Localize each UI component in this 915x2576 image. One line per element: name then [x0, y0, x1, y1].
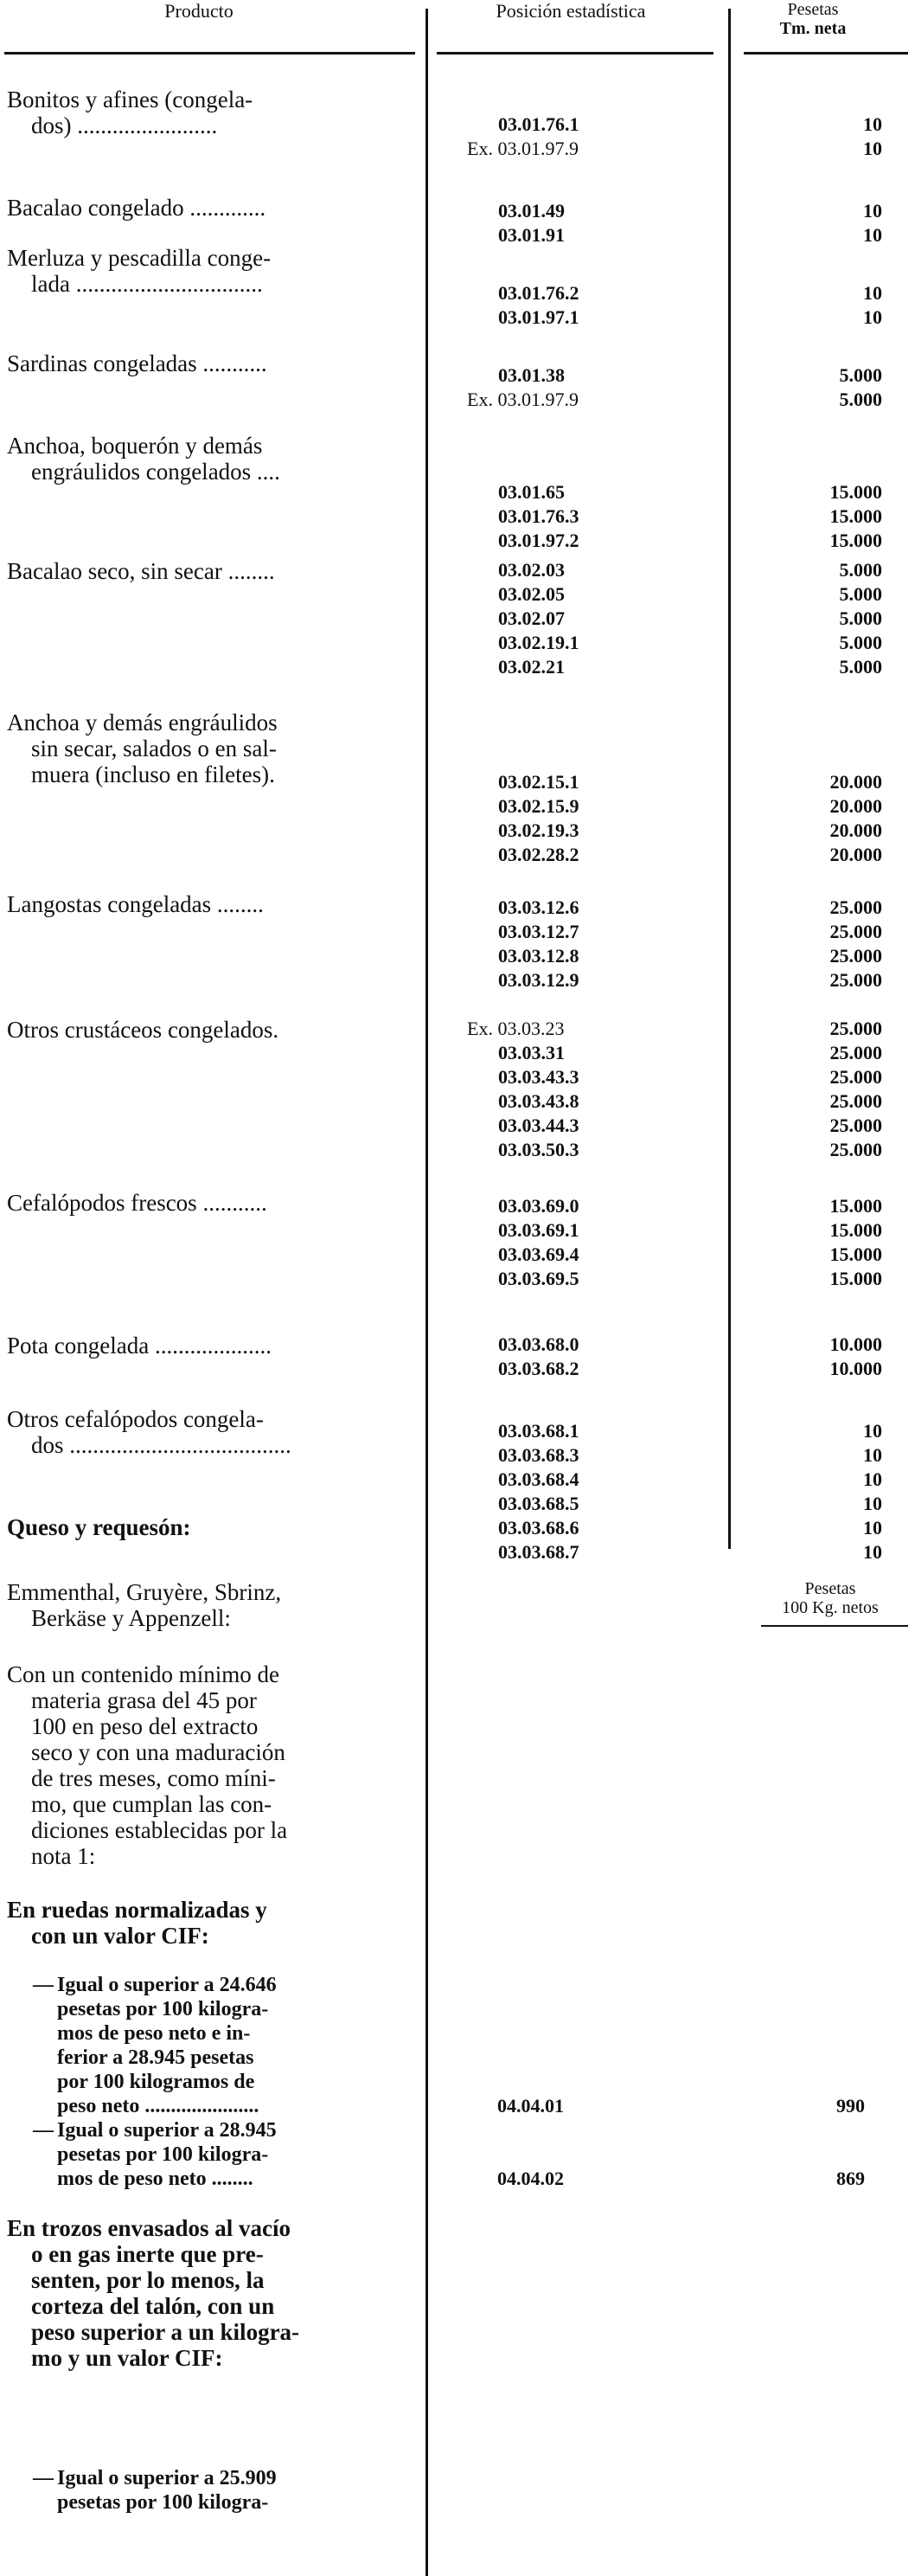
value-pesetas: 25.000	[829, 1139, 882, 1160]
statistical-position: 03.03.12.9	[498, 969, 579, 991]
item3-line: Igual o superior a 25.909	[57, 2467, 277, 2489]
product-name-6	[7, 710, 422, 787]
value-pesetas: 5.000	[839, 389, 882, 410]
value-pesetas: 25.000	[829, 921, 882, 942]
statistical-position: 03.03.69.1	[498, 1219, 579, 1241]
statistical-position: Ex. 03.03.23	[467, 1018, 565, 1039]
statistical-position: 03.03.68.6	[498, 1517, 579, 1539]
product-name-2	[7, 245, 422, 297]
contenido-line: 100 en peso del extracto	[31, 1713, 259, 1739]
product-name-4	[7, 433, 422, 485]
value-pesetas: 25.000	[829, 945, 882, 967]
queso-title: Queso y requesón:	[7, 1514, 191, 1540]
statistical-position: 03.03.68.5	[498, 1493, 579, 1514]
statistical-position: 03.01.76.3	[498, 505, 579, 527]
value-pesetas: 15.000	[829, 505, 882, 527]
value-pesetas: 25.000	[829, 1066, 882, 1088]
statistical-position: 03.02.07	[498, 607, 565, 629]
item2-line: mos de peso neto ........	[57, 2168, 253, 2190]
unit-rule	[761, 1625, 908, 1627]
statistical-position: 03.03.12.7	[498, 921, 579, 942]
column-divider-left	[426, 9, 428, 2576]
value-pesetas: 25.000	[829, 896, 882, 918]
value-pesetas: 20.000	[829, 795, 882, 817]
item1-line: peso neto ......................	[57, 2095, 259, 2117]
header-rule-right	[744, 52, 908, 55]
product-line: Pota congelada ....................	[7, 1333, 272, 1359]
item1-position: 04.04.01	[497, 2095, 564, 2117]
product-line: dos ......................................	[31, 1432, 291, 1458]
statistical-position: 03.02.03	[498, 559, 565, 581]
statistical-position: 03.03.68.2	[498, 1358, 579, 1379]
value-pesetas: 10	[863, 1468, 882, 1490]
product-name-10	[7, 1333, 422, 1359]
value-pesetas: 25.000	[829, 1115, 882, 1136]
ruedas-text	[7, 1897, 422, 1949]
statistical-position: 03.03.68.7	[498, 1541, 579, 1563]
value-pesetas: 20.000	[829, 819, 882, 841]
statistical-position: 03.02.15.9	[498, 795, 579, 817]
product-name-9	[7, 1190, 422, 1216]
product-line: muera (incluso en filetes).	[31, 761, 275, 787]
statistical-position: 03.03.69.5	[498, 1268, 579, 1289]
trozos-line: En trozos envasados al vacío	[7, 2215, 291, 2241]
statistical-position: 03.03.31	[498, 1042, 565, 1063]
statistical-position: 03.03.12.8	[498, 945, 579, 967]
product-line: Cefalópodos frescos ...........	[7, 1190, 267, 1216]
header-posicion: Posición estadística	[496, 0, 646, 22]
column-divider-right	[728, 9, 731, 1549]
item1-line: Igual o superior a 24.646	[57, 1974, 277, 1996]
statistical-position: 03.03.50.3	[498, 1139, 579, 1160]
header-rule-left	[4, 52, 415, 55]
value-pesetas: 5.000	[839, 364, 882, 386]
item1-text	[57, 1973, 403, 2118]
value-pesetas: 15.000	[829, 1219, 882, 1241]
item1-line: pesetas por 100 kilogra-	[57, 1998, 269, 2020]
item1-line: ferior a 28.945 pesetas	[57, 2046, 254, 2069]
header-rule-mid	[437, 52, 713, 55]
product-line: Sardinas congeladas ...........	[7, 350, 267, 376]
dash-3: —	[33, 2467, 54, 2489]
item2-position: 04.04.02	[497, 2168, 564, 2189]
contenido-line: de tres meses, como míni-	[31, 1765, 276, 1791]
value-pesetas: 5.000	[839, 607, 882, 629]
value-pesetas: 10	[863, 282, 882, 304]
item2-line: pesetas por 100 kilogra-	[57, 2143, 269, 2166]
contenido-line: seco y con una maduración	[31, 1739, 285, 1765]
contenido-line: materia grasa del 45 por	[31, 1687, 257, 1713]
dash-2: —	[33, 2119, 54, 2142]
header-pesetas-2: Tm. neta	[779, 19, 847, 38]
value-pesetas: 25.000	[829, 1042, 882, 1063]
value-pesetas: 15.000	[829, 1243, 882, 1265]
unit-pesetas: Pesetas	[804, 1579, 856, 1598]
contenido-line: nota 1:	[31, 1843, 96, 1869]
item1-line: por 100 kilogramos de	[57, 2071, 255, 2093]
trozos-line: mo y un valor CIF:	[31, 2345, 223, 2371]
statistical-position: 03.03.43.3	[498, 1066, 579, 1088]
statistical-position: 03.03.68.1	[498, 1420, 579, 1442]
value-pesetas: 20.000	[829, 771, 882, 793]
statistical-position: 03.02.28.2	[498, 844, 579, 865]
product-line: engráulidos congelados ....	[31, 459, 280, 485]
statistical-position: 03.03.43.8	[498, 1090, 579, 1112]
statistical-position: 03.01.97.2	[498, 530, 579, 551]
product-line: Bacalao seco, sin secar ........	[7, 558, 275, 584]
value-pesetas: 10	[863, 1541, 882, 1563]
value-pesetas: 5.000	[839, 583, 882, 605]
trozos-line: corteza del talón, con un	[31, 2293, 275, 2319]
statistical-position: 03.01.38	[498, 364, 565, 386]
item1-value: 990	[836, 2095, 865, 2117]
statistical-position: Ex. 03.01.97.9	[467, 389, 579, 410]
unit-100kg: 100 Kg. netos	[782, 1598, 879, 1617]
product-line: sin secar, salados o en sal-	[31, 736, 277, 761]
product-line: Bacalao congelado .............	[7, 195, 266, 221]
value-pesetas: 10	[863, 224, 882, 246]
item2-line: Igual o superior a 28.945	[57, 2119, 277, 2142]
value-pesetas: 15.000	[829, 1195, 882, 1217]
value-pesetas: 10	[863, 138, 882, 159]
product-line: lada ................................	[31, 271, 263, 297]
statistical-position: 03.02.19.3	[498, 819, 579, 841]
statistical-position: 03.02.21	[498, 656, 565, 678]
product-name-3	[7, 350, 422, 376]
statistical-position: Ex. 03.01.97.9	[467, 138, 579, 159]
statistical-position: 03.01.49	[498, 200, 565, 222]
item3-text	[57, 2466, 403, 2515]
statistical-position: 03.02.19.1	[498, 632, 579, 653]
product-name-0	[7, 87, 422, 138]
statistical-position: 03.01.97.1	[498, 306, 579, 328]
statistical-position: 03.03.69.0	[498, 1195, 579, 1217]
product-line: Bonitos y afines (congela-	[7, 87, 253, 112]
contenido-line: mo, que cumplan las con-	[31, 1791, 272, 1817]
product-line: Anchoa y demás engráulidos	[7, 710, 278, 736]
value-pesetas: 20.000	[829, 844, 882, 865]
statistical-position: 03.03.68.4	[498, 1468, 579, 1490]
contenido-line: Con un contenido mínimo de	[7, 1661, 279, 1687]
item2-value: 869	[836, 2168, 865, 2189]
product-line: Otros crustáceos congelados.	[7, 1017, 279, 1043]
emmenthal-line: Emmenthal, Gruyère, Sbrinz,	[7, 1579, 282, 1605]
product-name-5	[7, 558, 422, 584]
statistical-position: 03.03.68.0	[498, 1333, 579, 1355]
contenido-text	[7, 1661, 422, 1869]
value-pesetas: 10	[863, 1444, 882, 1466]
value-pesetas: 15.000	[829, 481, 882, 503]
product-name-1	[7, 195, 422, 221]
value-pesetas: 25.000	[829, 1090, 882, 1112]
statistical-position: 03.02.15.1	[498, 771, 579, 793]
header-pesetas-1: Pesetas	[787, 0, 839, 19]
product-line: Otros cefalópodos congela-	[7, 1406, 264, 1432]
emmenthal-line: Berkäse y Appenzell:	[31, 1605, 231, 1631]
value-pesetas: 25.000	[829, 969, 882, 991]
item2-text	[57, 2118, 403, 2191]
trozos-text	[7, 2215, 422, 2371]
value-pesetas: 10	[863, 113, 882, 135]
value-pesetas: 5.000	[839, 632, 882, 653]
product-line: dos) ........................	[31, 112, 218, 138]
statistical-position: 03.03.68.3	[498, 1444, 579, 1466]
statistical-position: 03.02.05	[498, 583, 565, 605]
value-pesetas: 25.000	[829, 1018, 882, 1039]
ruedas-line: con un valor CIF:	[31, 1923, 209, 1949]
value-pesetas: 15.000	[829, 530, 882, 551]
dash-1: —	[33, 1974, 54, 1996]
item1-line: mos de peso neto e in-	[57, 2022, 251, 2045]
product-line: Anchoa, boquerón y demás	[7, 433, 263, 459]
statistical-position: 03.01.76.2	[498, 282, 579, 304]
value-pesetas: 10	[863, 200, 882, 222]
statistical-position: 03.01.91	[498, 224, 565, 246]
header-producto: Producto	[164, 0, 234, 22]
statistical-position: 03.01.65	[498, 481, 565, 503]
statistical-position: 03.03.44.3	[498, 1115, 579, 1136]
product-line: Langostas congeladas ........	[7, 891, 264, 917]
trozos-line: peso superior a un kilogra-	[31, 2319, 300, 2345]
statistical-position: 03.03.69.4	[498, 1243, 579, 1265]
value-pesetas: 10.000	[829, 1358, 882, 1379]
product-name-8	[7, 1017, 422, 1043]
trozos-line: senten, por lo menos, la	[31, 2267, 265, 2293]
value-pesetas: 5.000	[839, 559, 882, 581]
ruedas-line: En ruedas normalizadas y	[7, 1897, 267, 1923]
value-pesetas: 10	[863, 1517, 882, 1539]
statistical-position: 03.03.12.6	[498, 896, 579, 918]
statistical-position: 03.01.76.1	[498, 113, 579, 135]
value-pesetas: 10	[863, 306, 882, 328]
product-name-11	[7, 1406, 422, 1458]
item3-line: pesetas por 100 kilogra-	[57, 2491, 269, 2514]
product-line: Merluza y pescadilla conge-	[7, 245, 272, 271]
value-pesetas: 5.000	[839, 656, 882, 678]
value-pesetas: 10.000	[829, 1333, 882, 1355]
value-pesetas: 15.000	[829, 1268, 882, 1289]
product-name-7	[7, 891, 422, 917]
contenido-line: diciones establecidas por la	[31, 1817, 288, 1843]
emmenthal-text	[7, 1579, 422, 1631]
value-pesetas: 10	[863, 1493, 882, 1514]
trozos-line: o en gas inerte que pre-	[31, 2241, 264, 2267]
value-pesetas: 10	[863, 1420, 882, 1442]
